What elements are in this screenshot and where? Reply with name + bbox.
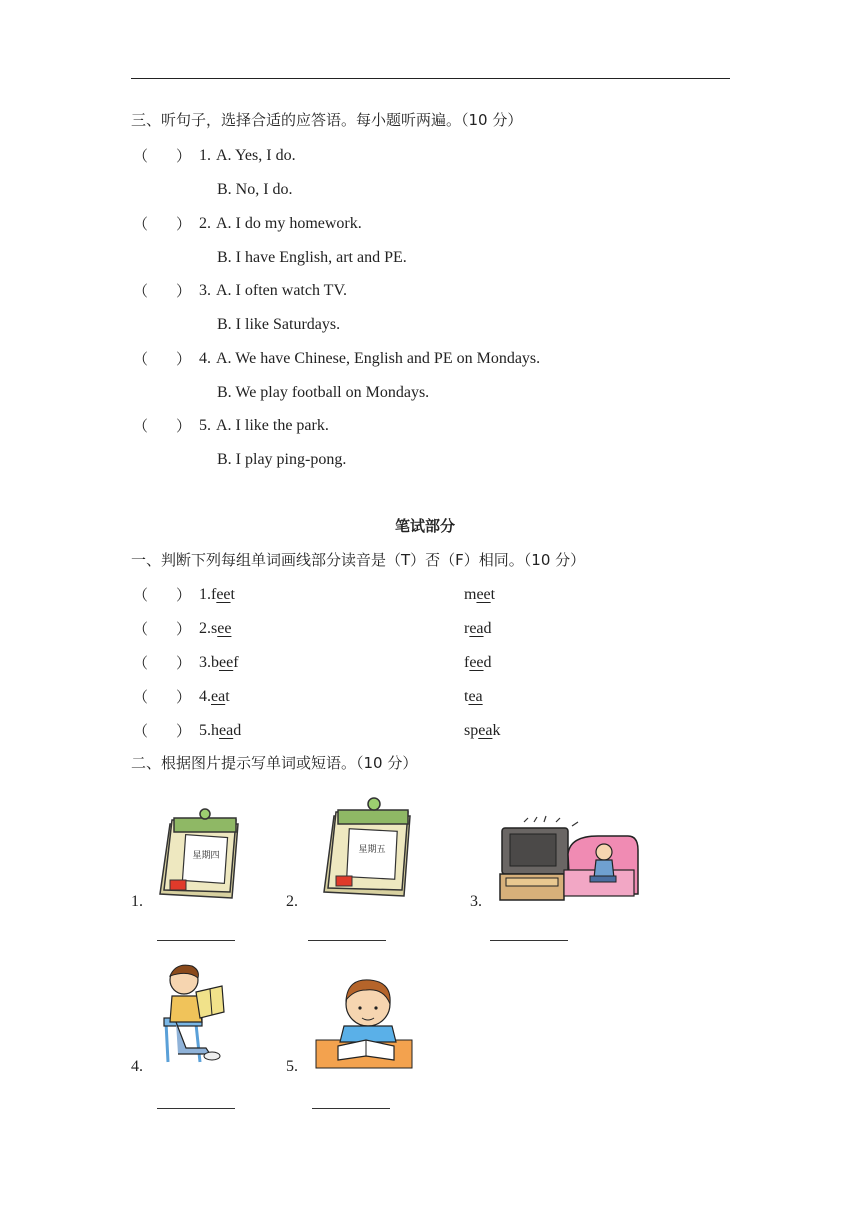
answer-paren-close: ）: [176, 214, 192, 233]
underlined-letters: ee: [216, 586, 231, 603]
word-part: d: [483, 620, 492, 637]
answer-blank[interactable]: [157, 940, 235, 941]
word-part: m: [464, 586, 477, 603]
picture-item-number: 1.: [131, 893, 143, 910]
word-pair-left: [199, 619, 231, 639]
row-number: 5.: [199, 722, 211, 739]
answer-paren-close: ）: [176, 282, 192, 300]
word-part: d: [483, 654, 492, 671]
word-part: k: [492, 722, 501, 739]
picture-item-number: 5.: [286, 1058, 298, 1075]
question-number: 3.: [199, 282, 211, 299]
answer-paren-close: ）: [176, 349, 192, 368]
underlined-letters: ee: [469, 654, 484, 671]
word-pair-right: [464, 653, 492, 673]
word-part: s: [211, 620, 218, 637]
option-b: B. No, I do.: [217, 181, 293, 198]
word-part: d: [233, 722, 242, 739]
underlined-letters: ea: [478, 722, 493, 739]
row-number: 1.: [199, 586, 211, 603]
word-part: t: [230, 586, 235, 603]
underlined-letters: ea: [468, 688, 483, 705]
row-number: 2.: [199, 620, 211, 637]
answer-blank[interactable]: [490, 940, 568, 941]
picture-item-number: 3.: [470, 893, 482, 910]
underlined-letters: ee: [217, 620, 232, 637]
option-b: B. I play ping-pong.: [217, 451, 347, 468]
option-a: A. Yes, I do.: [216, 147, 296, 164]
underlined-letters: ee: [476, 586, 491, 603]
answer-blank[interactable]: [308, 940, 386, 941]
answer-paren-open: （: [133, 586, 149, 604]
section1-heading: 一、判断下列每组单词画线部分读音是（T）否（F）相同。（10 分）: [131, 551, 586, 569]
answer-paren-open: （: [133, 147, 149, 165]
word-pair-left: [199, 721, 241, 741]
boy-doing-homework-image: [314, 976, 414, 1070]
boy-reading-book-image: [156, 962, 234, 1068]
picture-item-number: 2.: [286, 893, 298, 910]
answer-paren-close: ）: [176, 722, 192, 740]
word-part: f: [211, 586, 217, 603]
word-part: f: [233, 654, 239, 671]
answer-paren-open: （: [133, 688, 149, 706]
answer-paren-close: ）: [176, 586, 192, 604]
word-part: t: [490, 586, 496, 603]
answer-paren-close: ）: [176, 654, 192, 672]
watch-tv-image: [498, 814, 640, 902]
word-pair-left: [199, 653, 239, 673]
option-a: A. I often watch TV.: [216, 282, 347, 299]
word-part: sp: [464, 722, 479, 739]
answer-paren-close: ）: [176, 620, 192, 638]
answer-paren-open: （: [133, 349, 149, 368]
answer-paren-close: ）: [176, 417, 192, 435]
option-b: B. We play football on Mondays.: [217, 383, 430, 401]
word-part: t: [225, 688, 230, 705]
underlined-letters: ea: [219, 722, 234, 739]
written-part-title: 笔试部分: [395, 517, 456, 535]
calendar-day-label: 星期五: [358, 845, 386, 855]
word-pair-right: [464, 687, 483, 707]
option-a: A. We have Chinese, English and PE on Mondays.: [216, 349, 541, 367]
row-number: 4.: [199, 688, 211, 705]
top-rule: [131, 78, 730, 79]
word-pair-right: [464, 721, 500, 741]
answer-paren-open: （: [133, 417, 149, 435]
answer-paren-open: （: [133, 620, 149, 638]
section2-heading: 二、根据图片提示写单词或短语。（10 分）: [131, 754, 418, 772]
answer-blank[interactable]: [157, 1108, 235, 1109]
underlined-letters: ee: [219, 654, 234, 671]
question-number: 2.: [199, 214, 211, 232]
answer-paren-close: ）: [176, 147, 192, 165]
underlined-letters: ea: [469, 620, 484, 637]
word-part: f: [464, 654, 470, 671]
word-pair-left: [199, 687, 230, 707]
picture-item-number: 4.: [131, 1058, 143, 1075]
option-b: B. I have English, art and PE.: [217, 248, 407, 266]
word-pair-right: [464, 585, 495, 605]
answer-blank[interactable]: [312, 1108, 390, 1109]
option-a: A. I like the park.: [216, 417, 329, 434]
question-number: 5.: [199, 417, 211, 434]
calendar-thursday-image: [150, 806, 244, 902]
answer-paren-open: （: [133, 214, 149, 233]
word-part: b: [211, 654, 219, 671]
word-part: t: [464, 688, 469, 705]
word-part: r: [464, 620, 470, 637]
word-part: h: [211, 722, 219, 739]
underlined-letters: ea: [211, 688, 226, 705]
listening-heading: 三、听句子，选择合适的应答语。每小题听两遍。（10 分）: [131, 111, 523, 129]
answer-paren-close: ）: [176, 688, 192, 706]
answer-paren-open: （: [133, 722, 149, 740]
row-number: 3.: [199, 654, 211, 671]
question-number: 1.: [199, 147, 211, 164]
word-pair-right: [464, 619, 492, 639]
option-a: A. I do my homework.: [216, 214, 362, 232]
question-number: 4.: [199, 349, 211, 367]
answer-paren-open: （: [133, 654, 149, 672]
answer-paren-open: （: [133, 282, 149, 300]
option-b: B. I like Saturdays.: [217, 316, 341, 333]
calendar-friday-image: [316, 796, 416, 900]
word-pair-left: [199, 585, 235, 605]
calendar-day-label: 星期四: [192, 851, 220, 861]
